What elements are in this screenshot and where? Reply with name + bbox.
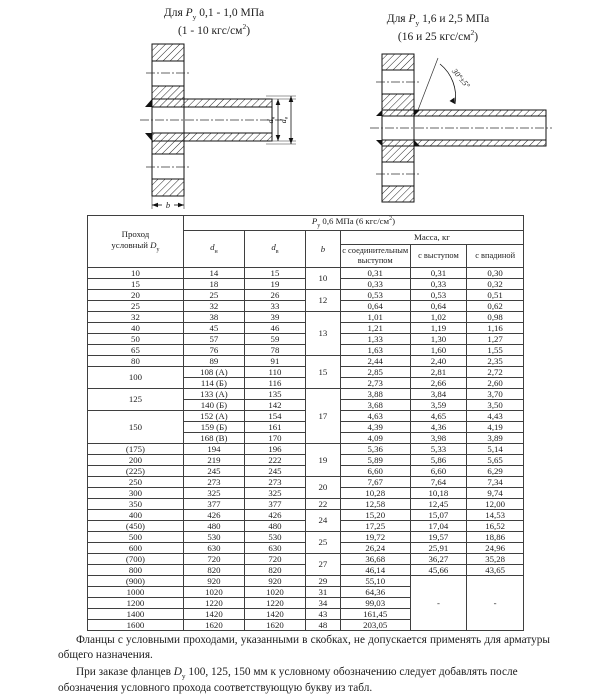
table-row — [88, 355, 524, 366]
note-ordering: При заказе фланцев $D_у$ 100, 125, 150 мм к условному обозначению следует добавлять после обозначения условного прохода соответствующую букву из табл. — [58, 666, 518, 695]
cell-b: 10 — [305, 267, 340, 289]
col-header-mass-connecting: с соединительным выступом — [340, 244, 410, 267]
dim-label-b: b — [165, 200, 171, 210]
cell-dv: 630 — [244, 542, 305, 553]
cell-mass-protrusion: 6,60 — [410, 465, 467, 476]
cell-dn: 820 — [183, 564, 244, 575]
cell-mass-protrusion: 3,84 — [410, 388, 467, 399]
cell-mass-recess: 0,51 — [467, 289, 524, 300]
cell-dv: 116 — [244, 377, 305, 388]
table-row — [88, 575, 524, 586]
cell-mass-protrusion: 1,19 — [410, 322, 467, 333]
cell-dn: 159 (Б) — [183, 421, 244, 432]
cell-dn: 133 (А) — [183, 388, 244, 399]
cell-mass-connecting: 3,68 — [340, 399, 410, 410]
table-row — [88, 267, 524, 278]
cell-mass-protrusion: 0,33 — [410, 278, 467, 289]
dim-label-dv: dв — [279, 116, 290, 124]
cell-mass-connecting: 5,36 — [340, 443, 410, 454]
table-row — [88, 476, 524, 487]
table-row — [88, 443, 524, 454]
cell-dn: 1620 — [183, 619, 244, 630]
cell-dn: 530 — [183, 531, 244, 542]
cell-dy: 125 — [88, 388, 184, 410]
cell-b: 48 — [305, 619, 340, 630]
cell-dn: 920 — [183, 575, 244, 586]
cell-dn: 1220 — [183, 597, 244, 608]
cell-dn: 325 — [183, 487, 244, 498]
cell-dv: 530 — [244, 531, 305, 542]
cell-mass-recess: 4,19 — [467, 421, 524, 432]
cell-dv: 325 — [244, 487, 305, 498]
cell-dy: 20 — [88, 289, 184, 300]
footnotes — [58, 633, 550, 699]
cell-mass-protrusion: 45,66 — [410, 564, 467, 575]
cell-dn: 1420 — [183, 608, 244, 619]
cell-mass-protrusion: - — [410, 575, 467, 630]
cell-mass-protrusion: 10,18 — [410, 487, 467, 498]
cell-dv: 273 — [244, 476, 305, 487]
cell-dn: 14 — [183, 267, 244, 278]
cell-dv: 1620 — [244, 619, 305, 630]
cell-mass-protrusion: 15,07 — [410, 509, 467, 520]
col-header-mass-protrusion: с выступом — [410, 244, 467, 267]
cell-dv: 135 — [244, 388, 305, 399]
cell-dn: 32 — [183, 300, 244, 311]
cell-mass-recess: 5,65 — [467, 454, 524, 465]
cell-mass-connecting: 46,14 — [340, 564, 410, 575]
cell-dv: 480 — [244, 520, 305, 531]
cell-dn: 38 — [183, 311, 244, 322]
cell-b: 24 — [305, 509, 340, 531]
cell-mass-recess: 3,70 — [467, 388, 524, 399]
cell-dv: 161 — [244, 421, 305, 432]
cell-dn: 152 (А) — [183, 410, 244, 421]
cell-b: 34 — [305, 597, 340, 608]
cell-dy: 1600 — [88, 619, 184, 630]
cell-mass-connecting: 36,68 — [340, 553, 410, 564]
cell-mass-protrusion: 4,65 — [410, 410, 467, 421]
cell-b: 25 — [305, 531, 340, 553]
cell-b: 13 — [305, 311, 340, 355]
cell-dv: 720 — [244, 553, 305, 564]
flange-drawing-high-pressure — [356, 50, 558, 212]
cell-mass-protrusion: 4,36 — [410, 421, 467, 432]
cell-mass-protrusion: 3,98 — [410, 432, 467, 443]
cell-dy: (175) — [88, 443, 184, 454]
caption-left-line1: Для $Р_у$ 0,1 - 1,0 МПа — [163, 7, 265, 22]
cell-mass-protrusion: 1,02 — [410, 311, 467, 322]
table-row — [88, 553, 524, 564]
flange-table-container — [87, 215, 524, 631]
cell-dv: 426 — [244, 509, 305, 520]
cell-dv: 820 — [244, 564, 305, 575]
cell-dy: (450) — [88, 520, 184, 531]
cell-dy: 1000 — [88, 586, 184, 597]
pressure-header: $Р_у$ 0,6 МПа (6 кгс/$см^2$) — [183, 216, 523, 231]
cell-b: 12 — [305, 289, 340, 311]
cell-dn: 114 (Б) — [183, 377, 244, 388]
cell-mass-connecting: 0,53 — [340, 289, 410, 300]
col-header-dn: $d_н$ — [183, 230, 244, 267]
cell-mass-protrusion: 25,91 — [410, 542, 467, 553]
col-header-dy: Проход условный $D_у$ — [88, 216, 184, 268]
cell-dn: 108 (А) — [183, 366, 244, 377]
angle-label: 30°±5° — [450, 66, 472, 91]
col-header-mass-recess: с впадиной — [467, 244, 524, 267]
cell-dv: 1420 — [244, 608, 305, 619]
cell-dv: 377 — [244, 498, 305, 509]
cell-dy: (900) — [88, 575, 184, 586]
cell-mass-recess: 2,35 — [467, 355, 524, 366]
cell-mass-recess: 12,00 — [467, 498, 524, 509]
figure-caption-right — [350, 12, 526, 44]
cell-dn: 377 — [183, 498, 244, 509]
cell-mass-recess: 16,52 — [467, 520, 524, 531]
cell-mass-recess: 43,65 — [467, 564, 524, 575]
cell-dn: 89 — [183, 355, 244, 366]
cell-mass-connecting: 64,36 — [340, 586, 410, 597]
cell-dv: 110 — [244, 366, 305, 377]
cell-dy: 65 — [88, 344, 184, 355]
cell-dv: 19 — [244, 278, 305, 289]
cell-dy: 300 — [88, 487, 184, 498]
cell-mass-connecting: 1,01 — [340, 311, 410, 322]
cell-mass-connecting: 0,31 — [340, 267, 410, 278]
cell-dy: (225) — [88, 465, 184, 476]
cell-dv: 1220 — [244, 597, 305, 608]
cell-b: 43 — [305, 608, 340, 619]
cell-mass-connecting: 203,05 — [340, 619, 410, 630]
cell-dn: 720 — [183, 553, 244, 564]
cell-mass-recess: 0,62 — [467, 300, 524, 311]
table-row — [88, 498, 524, 509]
table-row — [88, 388, 524, 399]
cell-mass-recess: 35,28 — [467, 553, 524, 564]
cell-dv: 78 — [244, 344, 305, 355]
cell-dv: 59 — [244, 333, 305, 344]
cell-dy: 1400 — [88, 608, 184, 619]
cell-dv: 33 — [244, 300, 305, 311]
cell-mass-connecting: 6,60 — [340, 465, 410, 476]
cell-mass-protrusion: 7,64 — [410, 476, 467, 487]
cell-dy: 250 — [88, 476, 184, 487]
caption-right-line1: Для $Р_у$ 1,6 и 2,5 МПа — [386, 13, 490, 28]
mass-header: Масса, кг — [340, 230, 523, 244]
cell-dy: 50 — [88, 333, 184, 344]
cell-mass-recess: 3,50 — [467, 399, 524, 410]
cell-dy: 600 — [88, 542, 184, 553]
cell-mass-connecting: 1,33 — [340, 333, 410, 344]
cell-mass-protrusion: 2,81 — [410, 366, 467, 377]
table-row — [88, 311, 524, 322]
cell-b: 27 — [305, 553, 340, 575]
cell-dn: 480 — [183, 520, 244, 531]
cell-mass-protrusion: 5,86 — [410, 454, 467, 465]
cell-dn: 630 — [183, 542, 244, 553]
cell-dy: 32 — [88, 311, 184, 322]
cell-mass-protrusion: 1,60 — [410, 344, 467, 355]
cell-dv: 26 — [244, 289, 305, 300]
cell-mass-protrusion: 0,53 — [410, 289, 467, 300]
cell-mass-connecting: 19,72 — [340, 531, 410, 542]
cell-mass-connecting: 2,44 — [340, 355, 410, 366]
cell-b: 17 — [305, 388, 340, 443]
cell-dv: 142 — [244, 399, 305, 410]
dim-label-dn: dн — [266, 116, 277, 124]
cell-dn: 25 — [183, 289, 244, 300]
cell-dy: 500 — [88, 531, 184, 542]
cell-dv: 245 — [244, 465, 305, 476]
cell-dn: 1020 — [183, 586, 244, 597]
cell-mass-recess: - — [467, 575, 524, 630]
cell-mass-connecting: 5,89 — [340, 454, 410, 465]
note-parentheses: Фланцы с условными проходами, указанными в скобках, не допускается применять для арматуры общего назначения. — [58, 634, 550, 661]
cell-mass-connecting: 3,88 — [340, 388, 410, 399]
cell-dy: 100 — [88, 366, 184, 388]
cell-dv: 91 — [244, 355, 305, 366]
flange-table-body — [88, 267, 524, 630]
cell-dy: 10 — [88, 267, 184, 278]
cell-mass-connecting: 99,03 — [340, 597, 410, 608]
cell-mass-recess: 6,29 — [467, 465, 524, 476]
cell-dv: 920 — [244, 575, 305, 586]
cell-mass-protrusion: 36,27 — [410, 553, 467, 564]
cell-b: 19 — [305, 443, 340, 476]
cell-dv: 46 — [244, 322, 305, 333]
cell-mass-connecting: 1,21 — [340, 322, 410, 333]
cell-dn: 168 (В) — [183, 432, 244, 443]
cell-dy: 15 — [88, 278, 184, 289]
table-row — [88, 289, 524, 300]
cell-mass-connecting: 12,58 — [340, 498, 410, 509]
cell-mass-recess: 1,16 — [467, 322, 524, 333]
cell-dn: 273 — [183, 476, 244, 487]
cell-dn: 57 — [183, 333, 244, 344]
flange-drawing-low-pressure — [120, 40, 315, 212]
cell-dy: 200 — [88, 454, 184, 465]
cell-b: 22 — [305, 498, 340, 509]
cell-dv: 154 — [244, 410, 305, 421]
cell-dy: (700) — [88, 553, 184, 564]
caption-right-line2: (16 и 25 кгс/$см^2$) — [397, 27, 479, 43]
cell-mass-connecting: 4,09 — [340, 432, 410, 443]
cell-mass-recess: 7,34 — [467, 476, 524, 487]
cell-mass-recess: 24,96 — [467, 542, 524, 553]
caption-left-line2: (1 - 10 кгс/$см^2$) — [177, 21, 251, 37]
table-row — [88, 531, 524, 542]
flange-table — [87, 215, 524, 631]
cell-dy: 80 — [88, 355, 184, 366]
cell-mass-connecting: 1,63 — [340, 344, 410, 355]
cell-dn: 140 (Б) — [183, 399, 244, 410]
cell-mass-connecting: 4,39 — [340, 421, 410, 432]
cell-mass-connecting: 26,24 — [340, 542, 410, 553]
cell-mass-recess: 14,53 — [467, 509, 524, 520]
col-header-dv: $d_в$ — [244, 230, 305, 267]
dimension-angle — [418, 58, 472, 110]
cell-mass-connecting: 2,73 — [340, 377, 410, 388]
cell-mass-protrusion: 1,30 — [410, 333, 467, 344]
cell-mass-recess: 3,89 — [467, 432, 524, 443]
cell-b: 31 — [305, 586, 340, 597]
cell-dy: 40 — [88, 322, 184, 333]
cell-dn: 76 — [183, 344, 244, 355]
cell-mass-recess: 0,30 — [467, 267, 524, 278]
cell-mass-recess: 9,74 — [467, 487, 524, 498]
cell-mass-connecting: 0,64 — [340, 300, 410, 311]
cell-dy: 1200 — [88, 597, 184, 608]
cell-mass-recess: 5,14 — [467, 443, 524, 454]
cell-mass-recess: 0,32 — [467, 278, 524, 289]
cell-mass-recess: 1,55 — [467, 344, 524, 355]
col-header-b: b — [305, 230, 340, 267]
figure-caption-left — [118, 6, 310, 38]
cell-mass-recess: 2,72 — [467, 366, 524, 377]
cell-dn: 219 — [183, 454, 244, 465]
cell-dy: 800 — [88, 564, 184, 575]
cell-dy: 350 — [88, 498, 184, 509]
table-row — [88, 509, 524, 520]
cell-dv: 196 — [244, 443, 305, 454]
cell-mass-protrusion: 0,31 — [410, 267, 467, 278]
cell-mass-connecting: 2,85 — [340, 366, 410, 377]
cell-b: 29 — [305, 575, 340, 586]
cell-b: 15 — [305, 355, 340, 388]
cell-dy: 25 — [88, 300, 184, 311]
cell-mass-connecting: 0,33 — [340, 278, 410, 289]
cell-mass-recess: 2,60 — [467, 377, 524, 388]
cell-mass-protrusion: 12,45 — [410, 498, 467, 509]
cell-b: 20 — [305, 476, 340, 498]
cell-mass-connecting: 15,20 — [340, 509, 410, 520]
cell-dv: 170 — [244, 432, 305, 443]
cell-dy: 150 — [88, 410, 184, 443]
cell-mass-connecting: 7,67 — [340, 476, 410, 487]
cell-mass-connecting: 55,10 — [340, 575, 410, 586]
cell-mass-recess: 18,86 — [467, 531, 524, 542]
cell-mass-protrusion: 2,66 — [410, 377, 467, 388]
cell-mass-connecting: 10,28 — [340, 487, 410, 498]
cell-mass-protrusion: 0,64 — [410, 300, 467, 311]
cell-mass-protrusion: 19,57 — [410, 531, 467, 542]
cell-dn: 194 — [183, 443, 244, 454]
cell-mass-recess: 0,98 — [467, 311, 524, 322]
dimension-b — [152, 196, 184, 210]
cell-mass-connecting: 161,45 — [340, 608, 410, 619]
cell-dn: 426 — [183, 509, 244, 520]
cell-mass-recess: 4,43 — [467, 410, 524, 421]
cell-dn: 45 — [183, 322, 244, 333]
cell-dv: 1020 — [244, 586, 305, 597]
cell-dv: 222 — [244, 454, 305, 465]
cell-mass-protrusion: 17,04 — [410, 520, 467, 531]
cell-mass-connecting: 4,63 — [340, 410, 410, 421]
cell-mass-protrusion: 2,40 — [410, 355, 467, 366]
cell-dn: 18 — [183, 278, 244, 289]
cell-mass-connecting: 17,25 — [340, 520, 410, 531]
cell-mass-recess: 1,27 — [467, 333, 524, 344]
cell-mass-protrusion: 5,33 — [410, 443, 467, 454]
cell-dv: 39 — [244, 311, 305, 322]
cell-mass-protrusion: 3,59 — [410, 399, 467, 410]
cell-dy: 400 — [88, 509, 184, 520]
cell-dv: 15 — [244, 267, 305, 278]
cell-dn: 245 — [183, 465, 244, 476]
